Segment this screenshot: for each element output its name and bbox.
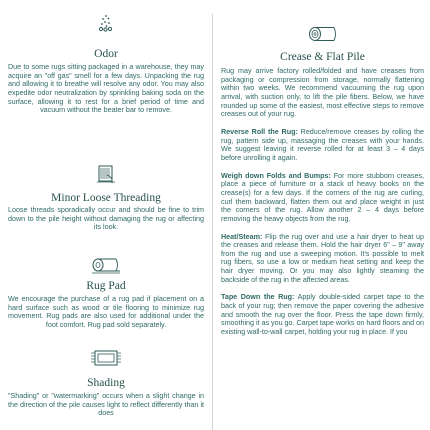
- crease-title: Crease & Flat Pile: [280, 51, 365, 63]
- rugpad-section: [8, 255, 204, 330]
- threading-body: Loose threads sporadically occur and should be fine to trim down to the pile height without damaging the rug or affecting its look.: [8, 205, 204, 232]
- rugpad-body: We encourage the purchase of a rug pad if placement on a hard surface such as wood or tile flooring to minimize rug movement. Rug pads are also used for additional under the foot comfort. Rug pad sold separately.: [8, 294, 204, 329]
- shading-title: Shading: [87, 377, 125, 389]
- tip-tape-down-text: Apply double-sided carpet tape to the back of your rug; then remove the paper covering the adhesive and smooth the rug over the floor. Press the tape down firmly, smoothing it as you go. Carpet tape works on hard floors and on existing wall-to-wall carpet, holding your rug in place. If you: [221, 292, 424, 337]
- tip-weigh-down-lead: Weigh down Folds and Bumps:: [221, 170, 331, 180]
- rugpad-title: Rug Pad: [86, 280, 126, 292]
- crease-intro: Rug may arrive factory rolled/folded and have creases from packaging or compression from storage, normally flattening within two weeks. We recommend vacuuming the rug upon arrival, with suction only, to lift the pile fibers. Below, we have rounded up some of the easiest, most effective steps to remove creases out of your rug.: [221, 66, 424, 119]
- column-divider: [212, 14, 213, 430]
- tip-reverse-roll: [221, 128, 424, 163]
- tip-tape-down-lead: Tape Down the Rug:: [221, 292, 295, 302]
- tip-heat-steam-text: Flip the rug over and use a hair dryer to heat up the creases and release them. Hold the hair dryer 6" – 9" away from the rug and use a sweeping motion. It's possible to melt rug fibers, so use a low or medium heat setting and keep the hair dryer moving. Or you may also lightly steaming the backside of the rug in the affected areas.: [221, 231, 424, 284]
- tip-heat-steam: [221, 233, 424, 285]
- tip-reverse-roll-text: Reduce/remove creases by rolling the rug, pattern side up, massaging the creases with your hands. We suggest leaving it reverse rolled for at least 3 – 4 days before unrolling it again.: [221, 126, 424, 162]
- tip-heat-steam-lead: Heat/Steam:: [221, 231, 263, 241]
- smell-waves-icon: [96, 14, 116, 34]
- odor-title: Odor: [94, 48, 118, 60]
- rug-shading-icon: [89, 348, 123, 368]
- threading-section: [8, 163, 204, 232]
- crease-section: [221, 26, 424, 337]
- threading-title: Minor Loose Threading: [51, 192, 161, 204]
- tip-weigh-down-text: For more stubborn creases, place a piece of furniture or a stack of heavy books on the crease(s) for a few days. If the corners of the rug are curling, curl them backward, flatten them out and place weight in just the corners of the rug. Allow another 2 – 4 days before removing the heavy objects from the rug.: [221, 170, 424, 223]
- odor-section: [8, 14, 204, 115]
- shading-section: [8, 348, 204, 418]
- odor-body: Due to some rugs sitting packaged in a warehouse, they may acquire an "off gas" smell for a few days. Unpacking the rug and allowing it to breathe will resolve any odor. You may also expedite odor neutralization by sprinkling baking soda on the surface, allowing it to rest for a brief period of time and vacuum without the beater bar to remove.: [8, 62, 204, 115]
- shading-body: "Shading" or "watermarking" occurs when a slight change in the direction of the pile causes light to reflect differently than it does: [8, 391, 204, 418]
- tip-tape-down: [221, 293, 424, 336]
- loose-thread-icon: [95, 163, 117, 185]
- rolled-rug-icon: [308, 26, 338, 46]
- tip-weigh-down: [221, 172, 424, 224]
- rolled-rug-pad-icon: [90, 255, 122, 275]
- tip-reverse-roll-lead: Reverse Roll the Rug:: [221, 126, 298, 136]
